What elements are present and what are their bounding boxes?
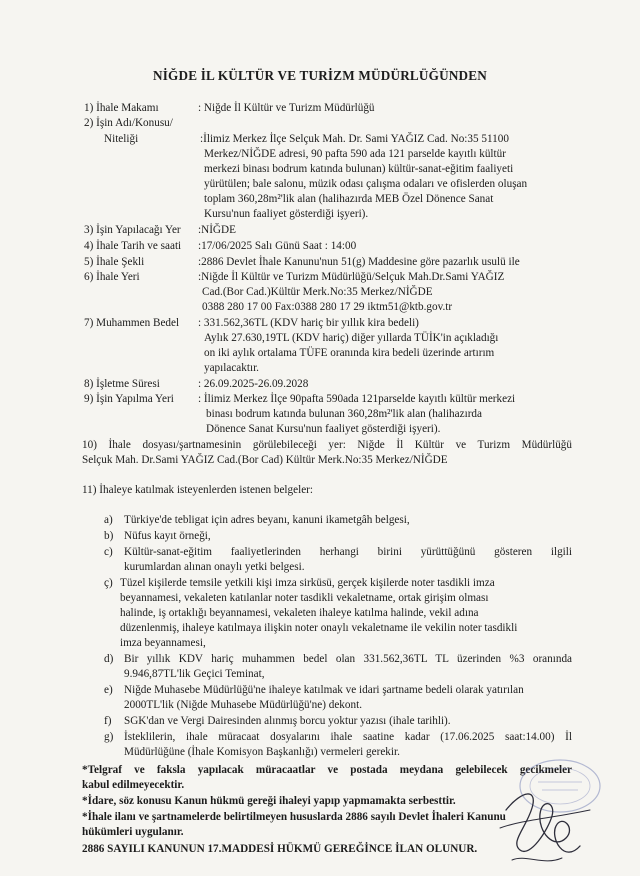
s10-line-2: Selçuk Mah. Dr.Sami YAĞIZ Cad.(Bor Cad) Kültür Merk.No:35 Merkez/NİĞDE [82,454,448,466]
item-c-cedilla-mark: ç) [104,577,113,589]
s9-line-1: : İlimiz Merkez İlçe 90pafta 590ada 121parselde kayıtlı kültür merkezi [198,393,516,405]
item-c-cedilla-line-5: imza beyannamesi, [120,637,206,649]
s3-value: :NİĞDE [198,224,236,236]
document-title: NİĞDE İL KÜLTÜR VE TURİZM MÜDÜRLÜĞÜNDEN [153,68,487,83]
item-d-mark: d) [104,653,114,665]
s2-line-1: :İlimiz Merkez İlçe Selçuk Mah. Dr. Sami YAĞIZ Cad. No:35 51100 [200,133,509,145]
item-c-line-1: Kültür-sanat-eğitim faaliyetlerinden herhangi birini yürüttüğünü gösteren ilgili [124,546,572,558]
item-g-line-1: İsteklilerin, ihale müracaat dosyalarını ihale saatine kadar (17.06.2025 saat:14.00) İl [124,731,572,743]
item-f-mark: f) [104,715,112,727]
item-c-cedilla-line-2: beyannamesi, vekaleten katılanlar noter tasdikli vekaletname, ortak girişim olması [120,592,489,604]
item-b-line-1: Nüfus kayıt örneği, [124,530,211,542]
s1-value: : Niğde İl Kültür ve Turizm Müdürlüğü [198,102,375,114]
item-c-cedilla-line-1: Tüzel kişilerde temsile yetkili kişi imza sirküsü, gerçek kişilerde noter tasdikli imza [120,577,495,589]
s4-value: :17/06/2025 Salı Günü Saat : 14:00 [198,240,357,252]
item-c-cedilla-line-3: halinde, iş ortaklığı beyannamesi, vekaleten ihaleye katılma halinde, vekil adına [120,607,479,619]
item-c-mark: c) [104,546,113,558]
s7-line-4: yapılacaktır. [204,362,259,374]
item-e-line-1: Niğde Muhasebe Müdürlüğü'ne ihaleye katılmak ve idari şartname bedeli olarak yatırılan [124,684,524,696]
note-telegraph-line-1: *Telgraf ve faksla yapılacak müracaatlar ve postada meydana gelebilecek gecikmeler [82,764,572,776]
item-d-line-1: Bir yıllık KDV hariç muhammen bedel olan 331.562,36TL TL üzerinden %3 oranında [124,653,572,665]
s6-line-2: Cad.(Bor Cad.)Kültür Merk.No:35 Merkez/NİĞDE [202,286,433,298]
s4-label: 4) İhale Tarih ve saati [84,240,182,252]
item-b-mark: b) [104,530,114,542]
s3-label: 3) İşin Yapılacağı Yer [84,224,181,236]
s2-line-6: Kursu'nun faaliyet gösterdiği işyeri). [204,208,369,220]
item-a-mark: a) [104,514,113,526]
item-g-mark: g) [104,731,114,743]
s2-line-2: Merkez/NİĞDE adresi, 90 pafta 590 ada 121 parselde kayıtlı kültür [204,148,506,160]
s9-line-3: Dönence Sanat Kursu'nun faaliyet gösterdiği işyeri). [206,423,441,435]
signature [492,780,602,870]
s6-label: 6) İhale Yeri [84,271,140,283]
s7-line-3: on iki aylık ortalama TÜFE oranında kira bedeli üzerinde artırım [204,347,495,359]
s7-line-1: : 331.562,36TL (KDV hariç bir yıllık kira bedeli) [198,317,419,329]
s9-line-2: binası bodrum katında bulunan 360,28m²'lik alan (halihazırda [206,408,482,420]
s8-label: 8) İşletme Süresi [84,378,160,390]
item-f-line-1: SGK'dan ve Vergi Dairesinden alınmış borcu yoktur yazısı (ihale tarihli). [124,715,451,727]
s1-label: 1) İhale Makamı [84,102,159,114]
item-c-cedilla-line-4: düzenlenmiş, ihaleye katılmaya ilişkin noter onaylı vekaletname ile vekilin noter tasdikli [120,622,518,634]
item-d-line-2: 9.946,87TL'lik Geçici Teminat, [124,668,265,680]
item-g-line-2: Müdürlüğüne (İhale Komisyon Başkanlığı) vermeleri gerekir. [124,746,400,758]
s2-line-5: toplam 360,28m²'lik alan (halihazırda MEB Özel Dönence Sanat [204,193,494,205]
note-telegraph-line-2: kabul edilmeyecektir. [82,779,185,791]
s6-line-3: 0388 280 17 00 Fax:0388 280 17 29 iktm51@ktb.gov.tr [202,301,453,313]
s2-line-3: merkezi binası bodrum katında bulunan) kültür-sanat-eğitim faaliyeti [204,163,514,175]
s2-label-1: 2) İşin Adı/Konusu/ [84,117,173,129]
s5-label: 5) İhale Şekli [84,256,145,268]
note-law-line-2: hükümleri uygulanır. [82,826,184,838]
item-e-line-2: 2000TL'lik (Niğde Muhasebe Müdürlüğü'ne) dekont. [124,699,362,711]
s7-line-2: Aylık 27.630,19TL (KDV hariç) diğer yıllarda TÜİK'in açıkladığı [204,332,499,344]
s2-label-2: Niteliği [104,133,139,145]
s5-value: :2886 Devlet İhale Kanunu'nun 51(g) Maddesine göre pazarlık usulü ile [198,256,520,268]
item-a-line-1: Türkiye'de tebligat için adres beyanı, kanuni ikametgâh belgesi, [124,514,410,526]
note-law-line-1: *İhale ilanı ve şartnamelerde belirtilmeyen hususlarda 2886 sayılı Devlet İhaleri Kanunu [82,811,506,823]
announcement-footer: 2886 SAYILI KANUNUN 17.MADDESİ HÜKMÜ GEREĞİNCE İLAN OLUNUR. [82,843,478,855]
s2-line-4: yürütülen; bale salonu, müzik odası çalışma odaları ve ofislerden oluşan [204,178,528,190]
item-c-line-2: kurumlardan alınan onaylı yetki belgesi. [124,561,305,573]
s8-value: : 26.09.2025-26.09.2028 [198,378,309,390]
s9-label: 9) İşin Yapılma Yeri [84,393,174,405]
s10-line-1: 10) İhale dosyası/şartnamesinin görülebileceği yer: Niğde İl Kültür ve Turizm Müdürlüğü [82,439,572,451]
item-e-mark: e) [104,684,113,696]
note-administration: *İdare, söz konusu Kanun hükmü gereği ihaleyi yapıp yapmamakta serbesttir. [82,795,456,807]
s6-line-1: :Niğde İl Kültür ve Turizm Müdürlüğü/Selçuk Mah.Dr.Sami YAĞIZ [198,271,505,283]
s7-label: 7) Muhammen Bedel [84,317,180,329]
s11-heading: 11) İhaleye katılmak isteyenlerden istenen belgeler: [82,484,314,496]
